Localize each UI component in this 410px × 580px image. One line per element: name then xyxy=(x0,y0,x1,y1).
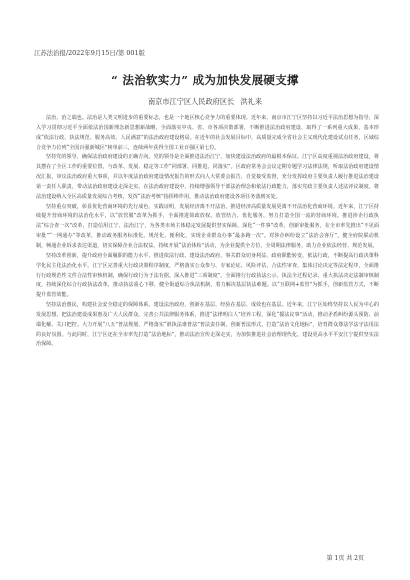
article-byline: 南京市江宁区人民政府区长 洪礼来 xyxy=(147,97,263,106)
publication-header: 江苏法治报/2022年9月15日/第 001版 xyxy=(34,49,145,57)
paragraph-5: 坚持法治惠民，构建社会安全稳定的保障体系。建设法治政府，创新在基层、经验在基层、成效也在基层。近年来，江宁区始终坚持以人民为中心的发展思想，把法治建设成果惠及广大人民群众。完善公共法律服务体系，推进“法律明白人”培养工程，深化“援法议事”活动，推动矛盾纠纷源头预防、前端化解、关口把控。大力开展“八五”普法规划，严格落实“谁执法谁普法”普法责任制，创新普法形式，打造“法治文化地标”，培育群众尊法学法守法用法的良好氛围。与此同时，江宁区还在全市率先打造“法治地标”，推动法治宣传走深走实，为加快推进社会治理现代化、建设更高水平平安江宁提供坚实法治保障。 xyxy=(36,302,379,348)
paragraph-2: 坚持党的领导，确保法治政府建设的正确方向。党的领导是全面推进法治江宁、加快建设法治政府的最根本保证。江宁区高度重视法治政府建设，将其摆在了全区工作的重要位置，与改革、发展、稳定等工作“同部署、同推进、同落实”。区政府常务会会议定期专题学习法律法规，听取法治政府建设情况汇报，审议法治政府重大事项，并以年度法治政府建设情况报告的形式向人大常委会报告，自觉接受监督，充分发挥政府主要负责人履行推进法治建设第一责任人职责，带动法治政府建设走深走实。在法治政府建设中，持续增强领导干部法治理念和依法行政能力，落实党政主要负责人述法评议制度。将法治建设纳入全区高质量发展综合考核，发挥“法治考核”指挥棒作用，推动法治政府建设各项任务落到实处。 xyxy=(36,154,379,200)
paragraph-3: 坚持重点突破，彰显优化营商环境的先行成色。实践证明，发展经济离不开法治，推进经济高质量发展更离不开法治化营商环境。近年来，江宁区持续提升营商环境的法治化水平，以“放管服”改革为抓手，全面推进简政放权、放管结合、优化服务，努力打造全国一流的营商环境。推进涉企行政执法“综合查一次”改革，打造信用江宁、法治江宁，为各类市场主体稳定发展提供坚实保障。深化“一件事”改革，创新审批服务，在全市率先推出“不见面审批”“一网通办”等改革，推动政务服务标准化、规范化、便利化，实现企业群众办事“最多跑一次”。对涉企纠纷设立“法治会客厅”，健全府院联动机制，畅通企业诉求表达渠道，切实保障企业合法权益。持续开展“法治体检”活动，为企业提供全方位、全周期法律服务，助力企业依法经营、规范发展。 xyxy=(36,203,379,249)
article-title: “ 法治软实力” 成为加快发展硬支撑 xyxy=(111,73,299,87)
article-body xyxy=(36,114,379,350)
paragraph-4: 坚持改革创新，提升政府全面履职的能力水平。推进依法行政、建设法治政府，事关群众切身利益，政府职能转变、依法行政，不断提高行政决策科学化民主化法治化水平。江宁区完善重大行政决策程序制度，严格落实公众参与、专家论证、风险评估、合法性审查、集体讨论决定等法定程序，全面推行行政规范性文件合法性审核机制，确保行政行为于法有据。深入推进“三项制度”，全面推行行政执法公示、执法全过程记录、重大执法决定法制审核制度，持续深化综合行政执法改革，推动执法重心下移，健全街道综合执法机制，着力解决基层执法难题。以“互联网+监管”为抓手，创新监管方式，不断提升监管效能。 xyxy=(36,252,379,299)
page-number: 第 1页 共 2页 xyxy=(326,555,364,562)
paragraph-1: 法治，治之端也。法治是人类文明进步的重要标志，也是一个地区核心竞争力的重要体现。近年来，南京市江宁区坚持以习近平法治思想为指导，深入学习贯彻习近平全面依法治国新理念新思想新战略，全面落实中央、省、市各项决策部署，不断推进法治政府建设，取得了一系列重大成果，基本形成“依法行政、执法规范、服务高效、人民满意”的法治政府建设格局。在近年的社会发展目标中，高质量完成全省社会主义现代化建设试点任务，区域综合竞争力位列“全国百强新城区”榜单前三，连续两年获得全国工业百强区第七位。 xyxy=(36,115,379,151)
